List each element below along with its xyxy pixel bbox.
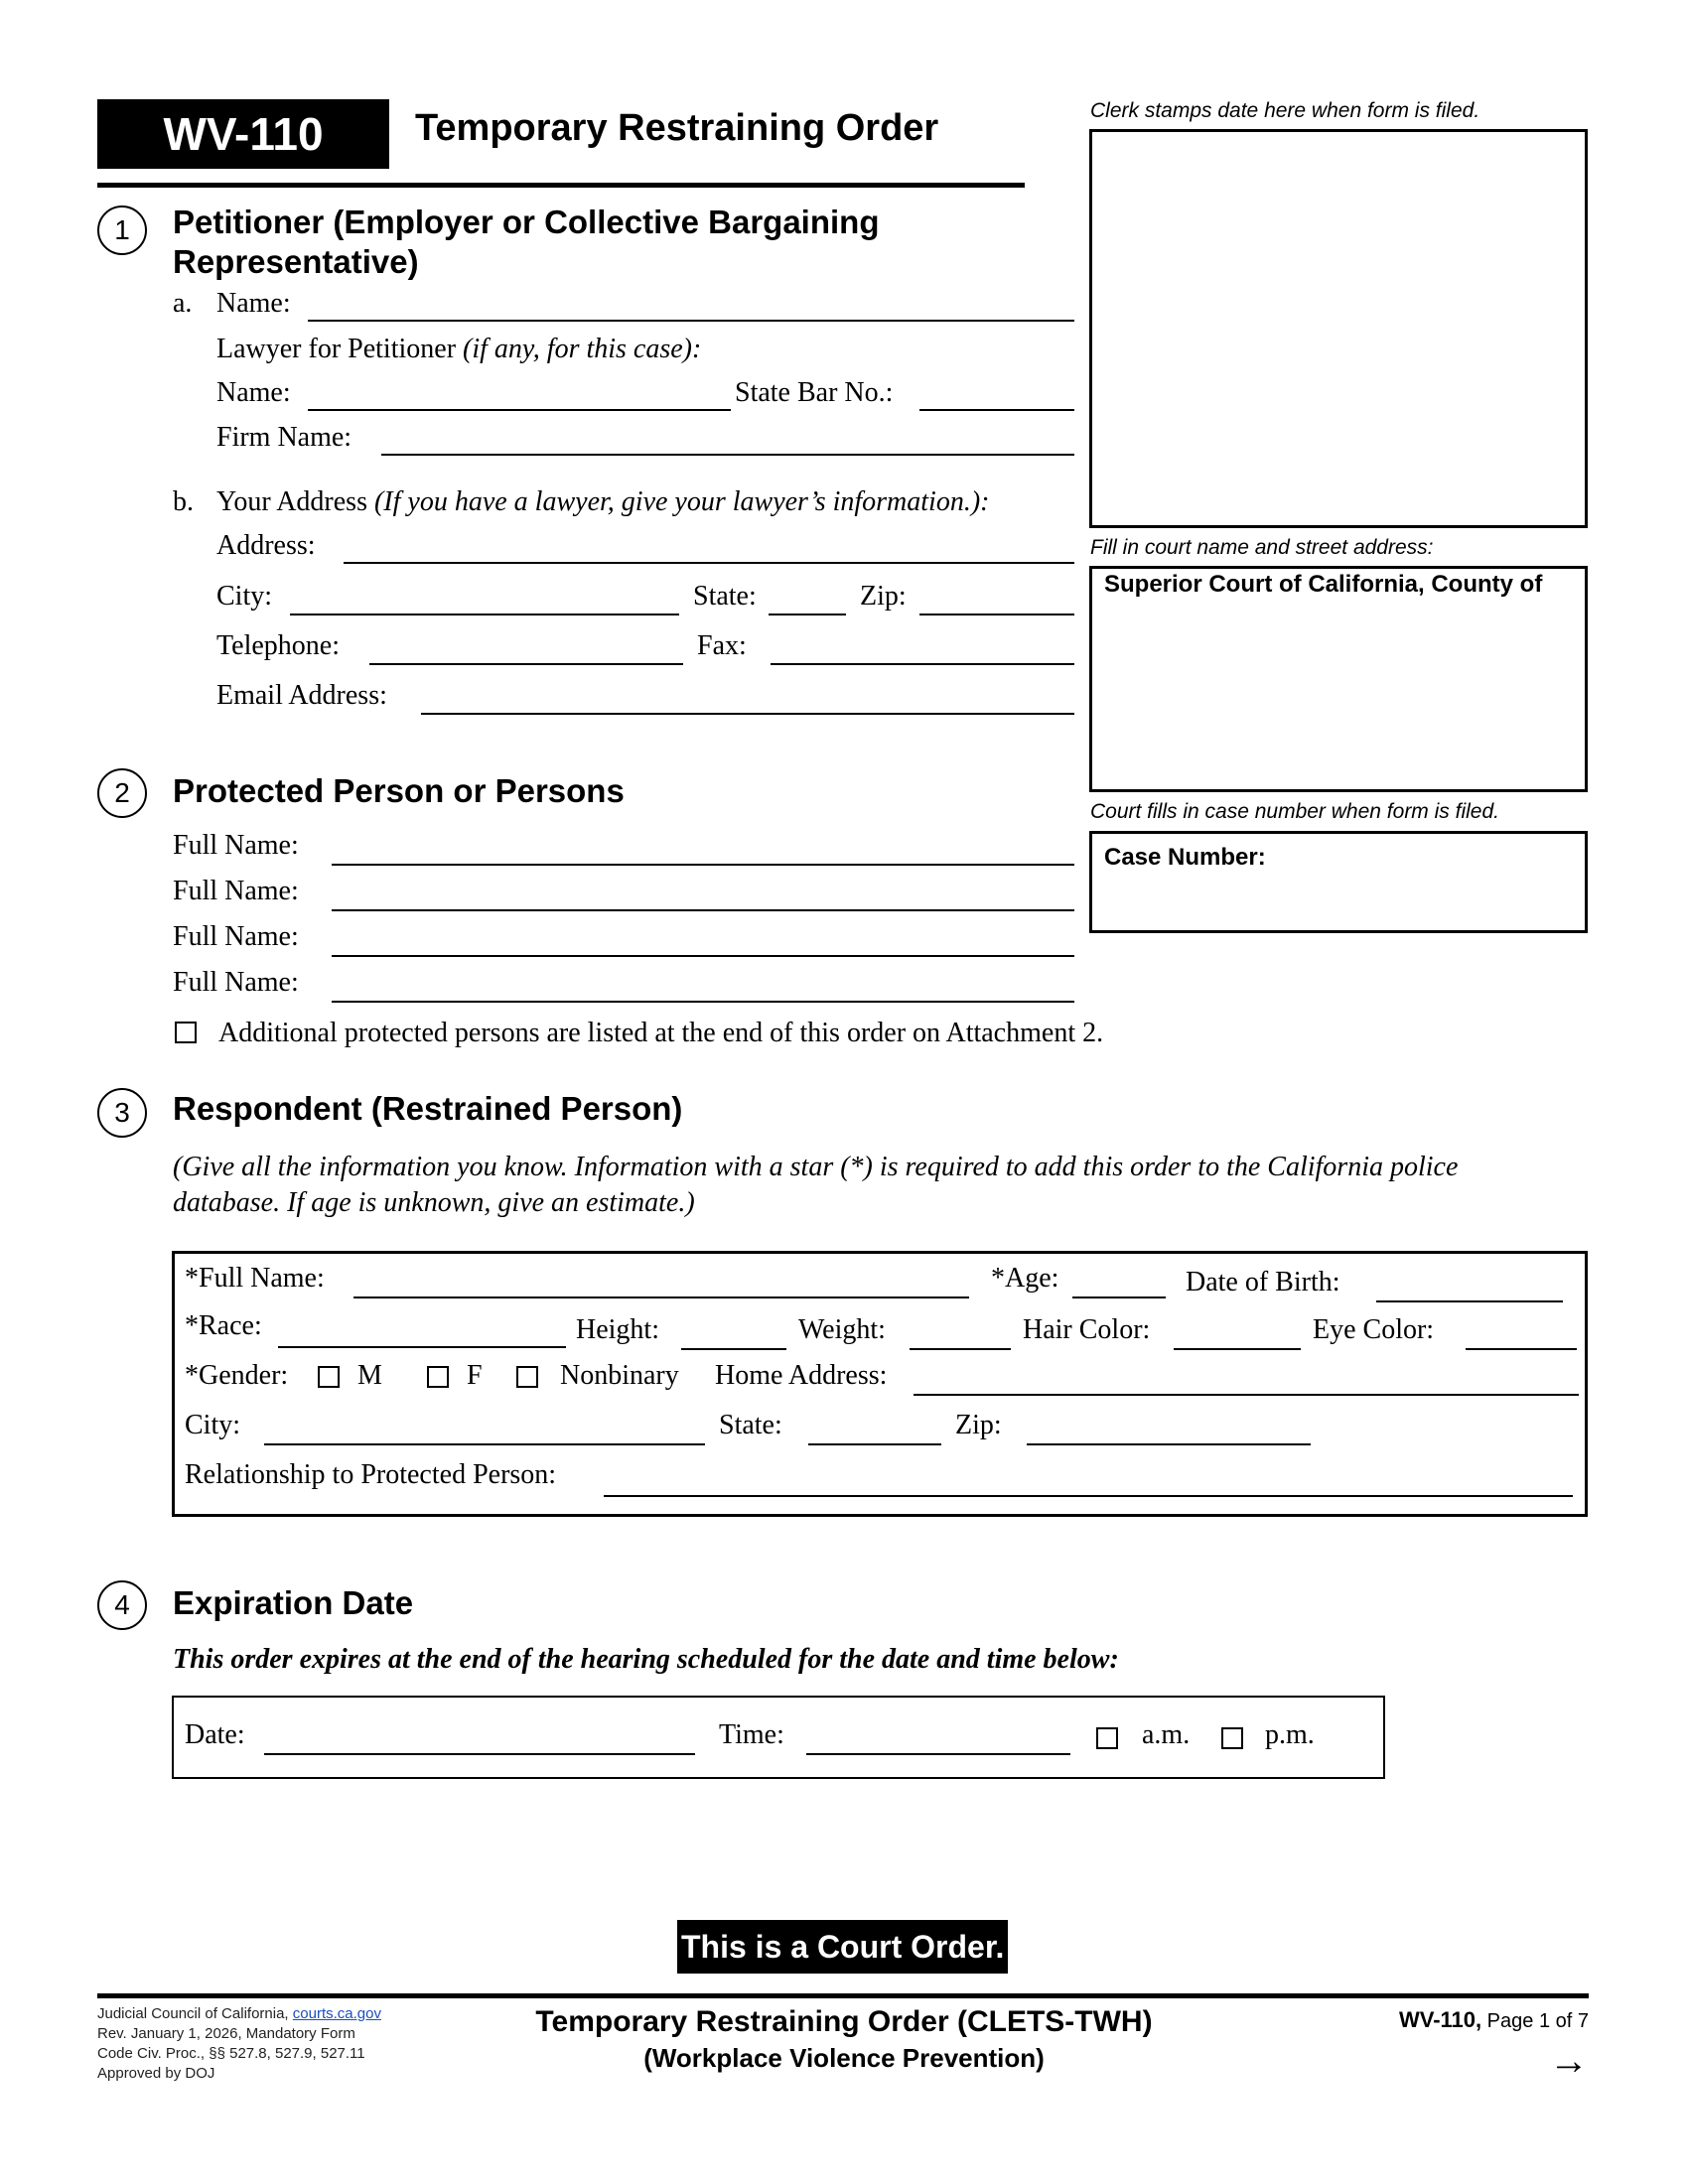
respondent-full-name-label: *Full Name: bbox=[185, 1263, 325, 1294]
gender-f-label: F bbox=[467, 1360, 483, 1391]
case-number-label: Court fills in case number when form is filed. bbox=[1090, 800, 1499, 823]
footer-subtitle: (Workplace Violence Prevention) bbox=[643, 2043, 1045, 2073]
email-label: Email Address: bbox=[216, 680, 387, 711]
respondent-full-name-field[interactable] bbox=[353, 1297, 969, 1298]
footer-code: Code Civ. Proc., §§ 527.8, 527.9, 527.11 bbox=[97, 2045, 365, 2062]
case-number-box[interactable] bbox=[1089, 831, 1588, 933]
lawyer-label-text: Lawyer for Petitioner bbox=[216, 334, 464, 364]
relationship-field[interactable] bbox=[604, 1495, 1573, 1497]
section-3-instructions-line2: database. If age is unknown, give an estimate.) bbox=[173, 1187, 695, 1218]
petitioner-name-label: Name: bbox=[216, 288, 291, 319]
respondent-zip-label: Zip: bbox=[955, 1410, 1002, 1440]
expiration-time-label: Time: bbox=[719, 1719, 784, 1750]
court-order-banner: This is a Court Order. bbox=[677, 1920, 1008, 1974]
your-address-text: Your Address bbox=[216, 486, 374, 517]
respondent-home-address-field[interactable] bbox=[914, 1394, 1579, 1396]
gender-m-label: M bbox=[357, 1360, 382, 1391]
form-title: Temporary Restraining Order bbox=[415, 107, 939, 149]
form-number-badge: WV-110 bbox=[97, 99, 389, 169]
telephone-field[interactable] bbox=[369, 663, 683, 665]
telephone-label: Telephone: bbox=[216, 630, 340, 661]
state-bar-label: State Bar No.: bbox=[735, 377, 894, 408]
expiration-date-label: Date: bbox=[185, 1719, 245, 1750]
firm-name-field[interactable] bbox=[381, 454, 1074, 456]
address-label: Address: bbox=[216, 530, 316, 561]
section-1-number: 1 bbox=[97, 205, 147, 255]
additional-protected-text: Additional protected persons are listed at the end of this order on Attachment 2. bbox=[218, 1018, 1104, 1048]
lawyer-label bbox=[216, 334, 701, 365]
lawyer-name-field[interactable] bbox=[308, 409, 731, 411]
state-bar-field[interactable] bbox=[919, 409, 1074, 411]
footer-rule bbox=[97, 1993, 1589, 1998]
footer-title: Temporary Restraining Order (CLETS-TWH) bbox=[535, 2005, 1153, 2038]
protected-full-name-field-4[interactable] bbox=[332, 1001, 1074, 1003]
respondent-state-label: State: bbox=[719, 1410, 782, 1440]
clerk-stamp-box bbox=[1089, 129, 1588, 528]
state-label: State: bbox=[693, 581, 757, 612]
respondent-city-field[interactable] bbox=[264, 1443, 705, 1445]
expiration-statement: This order expires at the end of the hearing scheduled for the date and time below: bbox=[173, 1644, 1119, 1675]
zip-label: Zip: bbox=[860, 581, 907, 612]
gender-m-checkbox[interactable] bbox=[318, 1366, 340, 1388]
state-field[interactable] bbox=[769, 614, 846, 615]
section-3-number: 3 bbox=[97, 1088, 147, 1138]
am-label: a.m. bbox=[1142, 1719, 1191, 1750]
respondent-eye-field[interactable] bbox=[1466, 1348, 1577, 1350]
respondent-weight-label: Weight: bbox=[798, 1314, 886, 1345]
clerk-stamp-label: Clerk stamps date here when form is filed. bbox=[1090, 99, 1480, 122]
item-a-marker: a. bbox=[173, 288, 193, 319]
header-rule bbox=[97, 183, 1025, 188]
section-2-number: 2 bbox=[97, 768, 147, 818]
pm-checkbox[interactable] bbox=[1221, 1727, 1243, 1749]
email-field[interactable] bbox=[421, 713, 1074, 715]
section-1-title-line2: Representative) bbox=[173, 243, 419, 280]
protected-full-name-label-4: Full Name: bbox=[173, 967, 299, 998]
gender-nonbinary-checkbox[interactable] bbox=[516, 1366, 538, 1388]
respondent-home-address-label: Home Address: bbox=[715, 1360, 888, 1391]
footer-council bbox=[97, 2005, 381, 2022]
am-checkbox[interactable] bbox=[1096, 1727, 1118, 1749]
protected-full-name-label-2: Full Name: bbox=[173, 876, 299, 906]
respondent-age-field[interactable] bbox=[1072, 1297, 1166, 1298]
respondent-state-field[interactable] bbox=[808, 1443, 941, 1445]
expiration-time-field[interactable] bbox=[806, 1753, 1070, 1755]
respondent-gender-label: *Gender: bbox=[185, 1360, 289, 1391]
respondent-height-label: Height: bbox=[576, 1314, 659, 1345]
respondent-dob-label: Date of Birth: bbox=[1186, 1267, 1340, 1297]
city-field[interactable] bbox=[290, 614, 679, 615]
respondent-dob-field[interactable] bbox=[1376, 1300, 1563, 1302]
respondent-race-field[interactable] bbox=[278, 1346, 566, 1348]
footer-page-info bbox=[1370, 2007, 1589, 2033]
respondent-eye-label: Eye Color: bbox=[1313, 1314, 1435, 1345]
respondent-city-label: City: bbox=[185, 1410, 241, 1440]
relationship-label: Relationship to Protected Person: bbox=[185, 1459, 557, 1490]
court-name-label: Fill in court name and street address: bbox=[1090, 536, 1434, 559]
respondent-race-label: *Race: bbox=[185, 1310, 262, 1341]
section-2-title: Protected Person or Persons bbox=[173, 772, 625, 809]
respondent-hair-field[interactable] bbox=[1174, 1348, 1301, 1350]
respondent-weight-field[interactable] bbox=[910, 1348, 1011, 1350]
address-field[interactable] bbox=[344, 562, 1074, 564]
firm-name-label: Firm Name: bbox=[216, 422, 352, 453]
section-3-title: Respondent (Restrained Person) bbox=[173, 1090, 683, 1127]
footer-approved: Approved by DOJ bbox=[97, 2065, 215, 2082]
pm-label: p.m. bbox=[1265, 1719, 1315, 1750]
respondent-height-field[interactable] bbox=[681, 1348, 786, 1350]
gender-f-checkbox[interactable] bbox=[427, 1366, 449, 1388]
fax-label: Fax: bbox=[697, 630, 747, 661]
fax-field[interactable] bbox=[771, 663, 1074, 665]
section-1-title-line1: Petitioner (Employer or Collective Bargaining bbox=[173, 204, 880, 240]
footer-page-number: Page 1 of 7 bbox=[1481, 2010, 1589, 2032]
item-b-marker: b. bbox=[173, 486, 194, 517]
respondent-hair-label: Hair Color: bbox=[1023, 1314, 1151, 1345]
protected-full-name-field-1[interactable] bbox=[332, 864, 1074, 866]
section-3-instructions-line1: (Give all the information you know. Information with a star (*) is required to add this order to the California police bbox=[173, 1152, 1459, 1182]
respondent-age-label: *Age: bbox=[991, 1263, 1059, 1294]
case-number-prefill: Case Number: bbox=[1104, 844, 1266, 871]
section-4-title: Expiration Date bbox=[173, 1584, 414, 1621]
zip-field[interactable] bbox=[919, 614, 1074, 615]
lawyer-name-label: Name: bbox=[216, 377, 291, 408]
city-label: City: bbox=[216, 581, 273, 612]
lawyer-label-italic: (if any, for this case): bbox=[463, 334, 702, 364]
your-address-heading bbox=[216, 486, 989, 518]
petitioner-name-field[interactable] bbox=[308, 320, 1074, 322]
protected-full-name-field-3[interactable] bbox=[332, 955, 1074, 957]
court-name-box[interactable] bbox=[1089, 566, 1588, 792]
footer-council-link[interactable]: courts.ca.gov bbox=[292, 2005, 381, 2022]
court-name-prefill: Superior Court of California, County of bbox=[1104, 571, 1543, 598]
footer-form-number: WV-110, bbox=[1398, 2007, 1482, 2032]
protected-full-name-label-3: Full Name: bbox=[173, 921, 299, 952]
next-page-arrow-icon[interactable]: → bbox=[1549, 2039, 1589, 2083]
expiration-date-field[interactable] bbox=[264, 1753, 695, 1755]
section-4-number: 4 bbox=[97, 1580, 147, 1630]
footer-rev: Rev. January 1, 2026, Mandatory Form bbox=[97, 2025, 355, 2042]
gender-nonbinary-label: Nonbinary bbox=[560, 1360, 679, 1391]
additional-protected-checkbox[interactable] bbox=[175, 1022, 197, 1043]
your-address-italic: (If you have a lawyer, give your lawyer’s information.): bbox=[373, 486, 990, 517]
protected-full-name-label-1: Full Name: bbox=[173, 830, 299, 861]
protected-full-name-field-2[interactable] bbox=[332, 909, 1074, 911]
respondent-zip-field[interactable] bbox=[1027, 1443, 1311, 1445]
footer-council-text: Judicial Council of California, bbox=[97, 2005, 293, 2022]
